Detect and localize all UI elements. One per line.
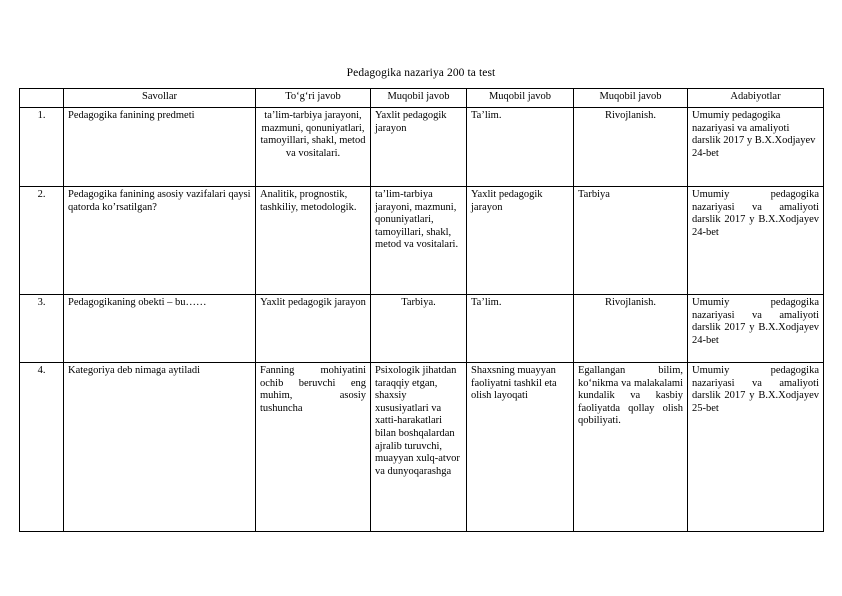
row-alt-answer-3: Tarbiya [574,187,688,295]
header-muqobil-javob-1: Muqobil javob [371,89,467,108]
row-alt-answer-1: Yaxlit pedagogik jarayon [371,108,467,187]
page-title: Pedagogika nazariya 200 ta test [346,67,496,79]
row-reference: Umumiy pedagogika nazariyasi va amaliyoti darslik 2017 y B.X.Xodjayev 24-bet [688,108,824,187]
table-row [20,108,824,187]
header-muqobil-javob-3: Muqobil javob [574,89,688,108]
row-reference: Umumiy pedagogika nazariyasi va amaliyoti darslik 2017 y B.X.Xodjayev 25-bet [688,363,824,532]
row-question: Pedagogika fanining predmeti [64,108,256,187]
row-alt-answer-1: ta’lim-tarbiya jarayoni, mazmuni, qonuniyatlari, tamoyillari, shakl, metod va vositalari. [371,187,467,295]
row-correct-answer: Analitik, prognostik, tashkiliy, metodologik. [256,187,371,295]
row-alt-answer-3: Rivojlanish. [574,108,688,187]
table-header [20,89,824,108]
row-alt-answer-2: Ta’lim. [467,295,574,363]
row-question: Pedagogikaning obekti – bu…… [64,295,256,363]
row-correct-answer: Fanning mohiyatini ochib beruvchi eng muhim, asosiy tushuncha [256,363,371,532]
table-row [20,363,824,532]
test-questions-table [19,88,824,532]
row-alt-answer-3: Rivojlanish. [574,295,688,363]
row-question: Pedagogika fanining asosiy vazifalari qaysi qatorda ko’rsatilgan? [64,187,256,295]
row-reference: Umumiy pedagogika nazariyasi va amaliyoti darslik 2017 y B.X.Xodjayev 24-bet [688,295,824,363]
row-number: 1. [20,108,64,187]
table-body [20,108,824,532]
row-alt-answer-1: Tarbiya. [371,295,467,363]
header-muqobil-javob-2: Muqobil javob [467,89,574,108]
row-alt-answer-2: Yaxlit pedagogik jarayon [467,187,574,295]
row-alt-answer-1: Psixologik jihatdan taraqqiy etgan, shaxsiy xususiyatlari va xatti-harakatlari bilan boshqalardan ajralib turuvchi, muayyan xulq-atvor va dunyoqarashga [371,363,467,532]
header-adabiyotlar: Adabiyotlar [688,89,824,108]
header-togri-javob: To‘g‘ri javob [256,89,371,108]
table-row [20,187,824,295]
row-number: 3. [20,295,64,363]
row-number: 2. [20,187,64,295]
row-reference: Umumiy pedagogika nazariyasi va amaliyoti darslik 2017 y B.X.Xodjayev 24-bet [688,187,824,295]
row-correct-answer: ta’lim-tarbiya jarayoni, mazmuni, qonuniyatlari, tamoyillari, shakl, metod va vositalari. [256,108,371,187]
table-header-row [20,89,824,108]
row-question: Kategoriya deb nimaga aytiladi [64,363,256,532]
row-alt-answer-3: Egallangan bilim, ko‘nikma va malakalami kundalik va kasbiy faoliyatda qollay olish qobiliyati. [574,363,688,532]
row-correct-answer: Yaxlit pedagogik jarayon [256,295,371,363]
header-savollar: Savollar [64,89,256,108]
row-alt-answer-2: Shaxsning muayyan faoliyatni tashkil eta olish layoqati [467,363,574,532]
table-row [20,295,824,363]
row-alt-answer-2: Ta’lim. [467,108,574,187]
header-number [20,89,64,108]
row-number: 4. [20,363,64,532]
